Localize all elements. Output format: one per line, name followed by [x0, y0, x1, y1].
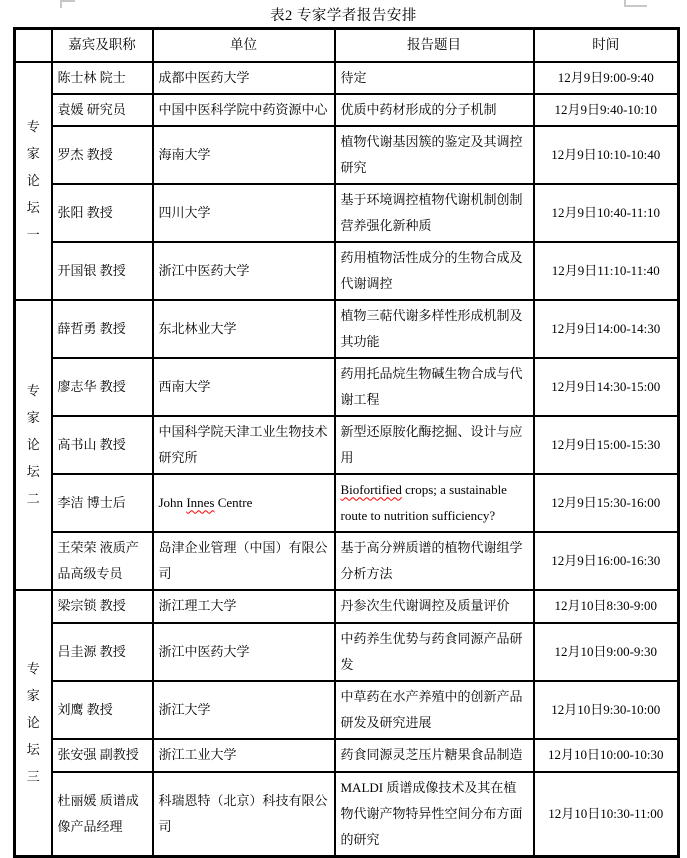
table-row — [15, 94, 679, 126]
org-cell: 浙江中医药大学 — [153, 242, 335, 300]
org-cell: 成都中医药大学 — [153, 62, 335, 94]
table-row — [15, 126, 679, 184]
topic-cell: 基于高分辨质谱的植物代谢组学分析方法 — [335, 532, 534, 590]
guest-cell: 袁媛 研究员 — [52, 94, 153, 126]
guest-cell: 梁宗锁 教授 — [52, 590, 153, 623]
topic-cell: 中草药在水产养殖中的创新产品研发及研究进展 — [335, 681, 534, 739]
forum-cell — [15, 590, 52, 857]
guest-cell: 高书山 教授 — [52, 416, 153, 474]
table-row — [15, 358, 679, 416]
topic-cell: 新型还原胺化酶挖掘、设计与应用 — [335, 416, 534, 474]
table-row — [15, 772, 679, 857]
spellcheck-underline: Innes — [186, 494, 215, 510]
org-cell: 科瑞恩特（北京）科技有限公司 — [153, 772, 335, 857]
table-row — [15, 300, 679, 358]
topic-cell: 优质中药材形成的分子机制 — [335, 94, 534, 126]
time-cell: 12月9日10:40-11:10 — [534, 184, 679, 242]
time-cell: 12月9日9:40-10:10 — [534, 94, 679, 126]
org-cell: 浙江中医药大学 — [153, 623, 335, 681]
guest-cell: 吕圭源 教授 — [52, 623, 153, 681]
org-cell: 中国科学院天津工业生物技术研究所 — [153, 416, 335, 474]
table-row — [15, 416, 679, 474]
time-cell: 12月9日10:10-10:40 — [534, 126, 679, 184]
page-title: 表2 专家学者报告安排 — [270, 8, 417, 24]
table-row — [15, 474, 679, 532]
org-cell: 中国中医科学院中药资源中心 — [153, 94, 335, 126]
time-cell: 12月9日15:30-16:00 — [534, 474, 679, 532]
header-time: 时间 — [534, 29, 679, 62]
guest-cell: 罗杰 教授 — [52, 126, 153, 184]
org-cell: 西南大学 — [153, 358, 335, 416]
table-row — [15, 184, 679, 242]
guest-cell: 张阳 教授 — [52, 184, 153, 242]
time-cell: 12月10日9:00-9:30 — [534, 623, 679, 681]
spellcheck-underline: Biofortified — [340, 481, 402, 497]
org-cell: 浙江理工大学 — [153, 590, 335, 623]
topic-cell: Biofortified crops; a sustainable route to nutrition sufficiency? — [335, 474, 534, 532]
topic-cell: 植物代谢基因簇的鉴定及其调控研究 — [335, 126, 534, 184]
topic-cell: 药用托品烷生物碱生物合成与代谢工程 — [335, 358, 534, 416]
table-row — [15, 681, 679, 739]
header-org: 单位 — [153, 29, 335, 62]
time-cell: 12月9日15:00-15:30 — [534, 416, 679, 474]
table-row — [15, 590, 679, 623]
org-cell: 浙江大学 — [153, 681, 335, 739]
topic-cell: 丹参次生代谢调控及质量评价 — [335, 590, 534, 623]
table-row — [15, 62, 679, 94]
time-cell: 12月9日14:30-15:00 — [534, 358, 679, 416]
org-cell: 浙江工业大学 — [153, 739, 335, 772]
topic-cell: 基于环境调控植物代谢机制创制营养强化新种质 — [335, 184, 534, 242]
forum-cell — [15, 300, 52, 590]
guest-cell: 李洁 博士后 — [52, 474, 153, 532]
topic-cell: 待定 — [335, 62, 534, 94]
forum-cell — [15, 62, 52, 300]
topic-cell: 植物三萜代谢多样性形成机制及其功能 — [335, 300, 534, 358]
time-cell: 12月10日8:30-9:00 — [534, 590, 679, 623]
time-cell: 12月9日11:10-11:40 — [534, 242, 679, 300]
guest-cell: 杜丽媛 质谱成像产品经理 — [52, 772, 153, 857]
org-cell: 岛津企业管理（中国）有限公司 — [153, 532, 335, 590]
org-cell: 海南大学 — [153, 126, 335, 184]
org-cell: 四川大学 — [153, 184, 335, 242]
table-row — [15, 242, 679, 300]
guest-cell: 薛哲勇 教授 — [52, 300, 153, 358]
guest-cell: 廖志华 教授 — [52, 358, 153, 416]
time-cell: 12月10日10:30-11:00 — [534, 772, 679, 857]
topic-cell: MALDI 质谱成像技术及其在植物代谢产物特异性空间分布方面的研究 — [335, 772, 534, 857]
forum-label: 专家论坛三 — [26, 661, 40, 784]
topic-cell: 药用植物活性成分的生物合成及代谢调控 — [335, 242, 534, 300]
forum-label: 专家论坛二 — [26, 383, 40, 506]
time-cell: 12月10日9:30-10:00 — [534, 681, 679, 739]
guest-cell: 陈士林 院士 — [52, 62, 153, 94]
forum-label: 专家论坛一 — [26, 119, 40, 242]
header-forum — [15, 29, 52, 62]
guest-cell: 王荣荣 液质产品高级专员 — [52, 532, 153, 590]
guest-cell: 开国银 教授 — [52, 242, 153, 300]
guest-cell: 刘鹰 教授 — [52, 681, 153, 739]
table-row — [15, 532, 679, 590]
schedule-table — [13, 27, 680, 858]
header-row — [15, 29, 679, 62]
time-cell: 12月9日9:00-9:40 — [534, 62, 679, 94]
org-cell: John Innes Centre — [153, 474, 335, 532]
time-cell: 12月9日16:00-16:30 — [534, 532, 679, 590]
header-topic: 报告题目 — [335, 29, 534, 62]
table-row — [15, 739, 679, 772]
time-cell: 12月9日14:00-14:30 — [534, 300, 679, 358]
topic-cell: 中药养生优势与药食同源产品研发 — [335, 623, 534, 681]
topic-cell: 药食同源灵芝压片糖果食品制造 — [335, 739, 534, 772]
org-cell: 东北林业大学 — [153, 300, 335, 358]
header-guest: 嘉宾及职称 — [52, 29, 153, 62]
guest-cell: 张安强 副教授 — [52, 739, 153, 772]
table-row — [15, 623, 679, 681]
time-cell: 12月10日10:00-10:30 — [534, 739, 679, 772]
